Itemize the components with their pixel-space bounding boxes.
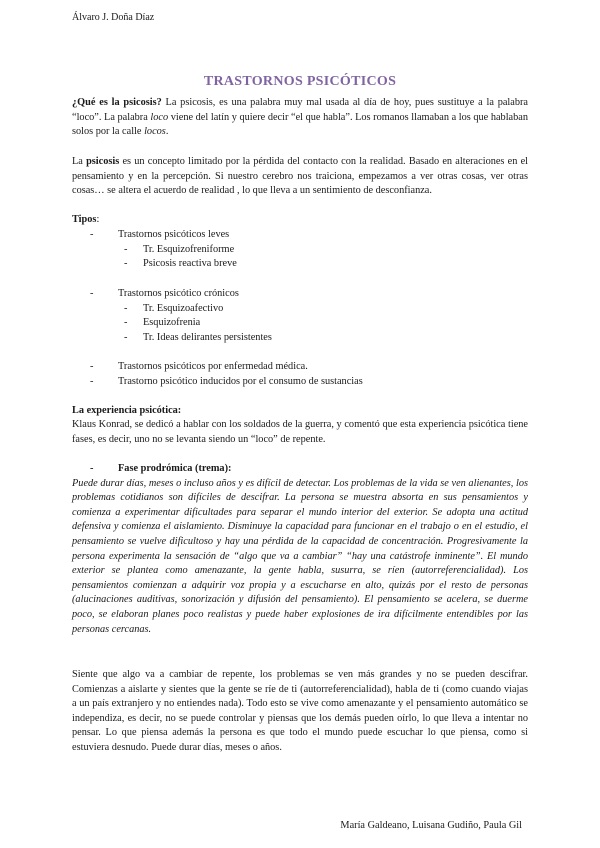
list-item: - Tr. Esquizoafectivo xyxy=(72,302,528,317)
types-group-1 xyxy=(72,228,528,272)
types-heading: Tipos xyxy=(72,214,97,225)
definition-text: es un concepto limitado por la pérdida del contacto con la realidad. Basado en alteraciones en el pensamiento y en la percepción. Si nuestro cerebro nos traiciona, empezamos a ver otras cosas, ver otras cosas… se altera el acuerdo de realidad , lo que lleva a un sentimiento de desconfianza. xyxy=(72,156,528,197)
summary-paragraph: Siente que algo va a cambiar de repente, los problemas se ven más grandes y no se pueden descifrar. Comienzas a aislarte y sientes que la gente se ríe de ti (autorreferencialidad), habla de ti (como cuando viajas a un país extranjero y no entiendes nada). Todo esto se vive como amenazante y el pensamiento automático se independiza, es decir, no se puede controlar y piensas que los demás pueden oírlo, lo que lleva a intentar no pensar. Lo que piensa además la persona es que todo el mundo puede escuchar lo que piensa, como si estuviera desnudo. Puede durar días, meses o años. xyxy=(72,669,528,753)
list-item: - Tr. Ideas delirantes persistentes xyxy=(72,331,528,346)
intro-locos-word: locos xyxy=(144,126,166,138)
intro-question: ¿Qué es la psicosis? xyxy=(72,97,162,108)
intro-paragraph xyxy=(72,96,528,140)
list-item: - Trastornos psicótico crónicos xyxy=(72,287,528,302)
types-colon: : xyxy=(96,214,100,225)
phase-label: - Fase prodrómica (trema): xyxy=(72,462,528,477)
footer-authors: María Galdeano, Luisana Gudiño, Paula Gil xyxy=(340,820,522,831)
intro-loco-word: loco xyxy=(150,111,169,123)
intro-text-1: La psicosis, es una palabra muy mal usada al día de hoy, pues sustituye a la palabra “loco”. La palabra xyxy=(72,97,528,123)
phase-text: Puede durar días, meses o incluso años y es difícil de detectar. Los problemas de la vida se ven alienantes, los problemas cotidianos son difíciles de descifrar. La persona se muestra absorta en sus pensamientos y comienza a experimentar dificultades para separar el mundo interior del exterior. Se adopta una actitud defensiva y comienza el aislamiento. Disminuye la capacidad para funcionar en el trabajo o en el estudio, el pensamiento se vuelve dificultoso y hay una pérdida de la capacidad de concentración. Progresivamente la persona experimenta la sensación de “algo que va a cambiar” “hay una catástrofe inminente”. El mundo exterior se plantea como amenazante, la gente habla, susurra, se ríen (autorreferencialidad). Los pensamientos comienzan a adquirir voz propia y a escucharse en alto, quizás por el resto de personas (alucinaciones auditivas, sonorización y difusión del pensamiento). El pensamiento se acelera, se duerme poco, se elaboran planes poco realistas y puede haber explosiones de ira difícilmente entendibles por las personas cercanas. xyxy=(72,477,528,635)
phase-prodromal xyxy=(72,462,528,637)
list-item: - Trastornos psicóticos por enfermedad médica. xyxy=(72,360,528,375)
types-group-2 xyxy=(72,287,528,345)
list-item: - Trastorno psicótico inducidos por el consumo de sustancias xyxy=(72,375,528,390)
document-title: TRASTORNOS PSICÓTICOS xyxy=(203,74,397,89)
definition-term: psicosis xyxy=(86,156,120,167)
types-group-3 xyxy=(72,360,528,389)
experience-paragraph: Klaus Konrad, se dedicó a hablar con los soldados de la guerra, y comentó que esta experiencia psicótica tiene fases, es decir, uno no se levanta siendo un “loco” de repente. xyxy=(72,419,528,445)
experience-heading: La experiencia psicótica: xyxy=(72,405,182,416)
header-author: Álvaro J. Doña Díaz xyxy=(72,12,155,23)
definition-prefix: La xyxy=(72,156,87,167)
definition-paragraph xyxy=(72,155,528,199)
list-item: - Trastornos psicóticos leves xyxy=(72,228,528,243)
intro-text-2: viene del latín y quiere decir “el que habla”. Los romanos llamaban a los que hablaban solos por la calle xyxy=(72,111,528,138)
list-item: - Tr. Esquizofreniforme xyxy=(72,243,528,258)
list-item: - Esquizofrenia xyxy=(72,316,528,331)
intro-text-3: . xyxy=(165,126,169,138)
list-item: - Psicosis reactiva breve xyxy=(72,257,528,272)
types-heading-line xyxy=(72,213,528,228)
